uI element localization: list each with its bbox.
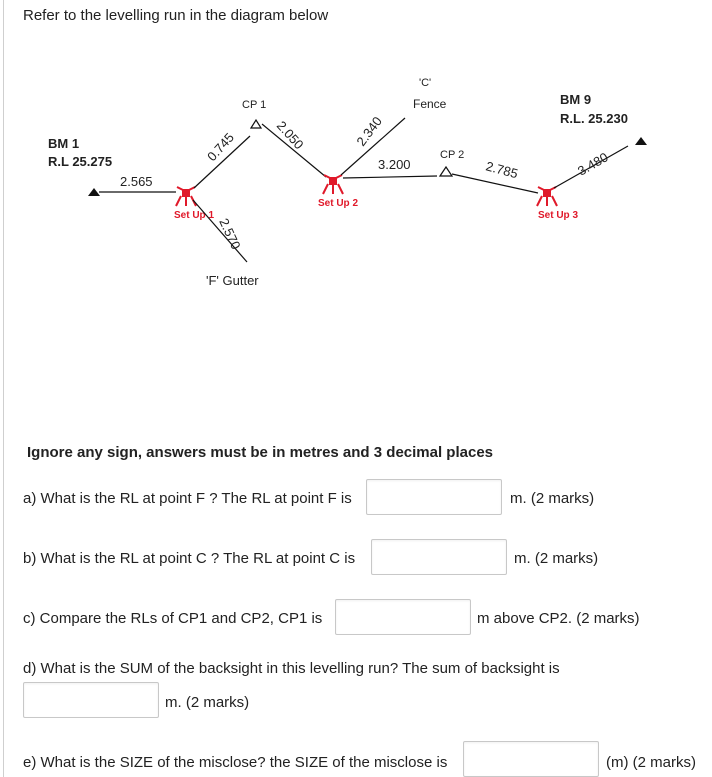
setup3-instrument-icon bbox=[537, 187, 557, 206]
question-a-suffix: m. (2 marks) bbox=[510, 490, 595, 507]
bm1-reading: 2.565 bbox=[120, 174, 153, 189]
setup2-label: Set Up 2 bbox=[318, 198, 359, 209]
cp1-label: CP 1 bbox=[242, 99, 267, 111]
bm9-name: BM 9 bbox=[560, 92, 592, 107]
gutter-label: 'F' Gutter bbox=[206, 273, 259, 288]
setup1-to-gutter-line bbox=[193, 200, 247, 262]
question-d-text: d) What is the SUM of the backsight in this levelling run? The sum of backsight is bbox=[23, 660, 560, 677]
answer-a-input[interactable] bbox=[366, 479, 502, 515]
question-c-suffix: m above CP2. (2 marks) bbox=[477, 610, 640, 627]
bm1-triangle-icon bbox=[88, 188, 100, 196]
setup1-label: Set Up 1 bbox=[174, 210, 215, 221]
answer-c-input[interactable] bbox=[335, 599, 471, 635]
bm1-name: BM 1 bbox=[48, 136, 80, 151]
reading-2050: 2.050 bbox=[273, 117, 307, 153]
setup2-instrument-icon bbox=[323, 175, 343, 194]
cp1-triangle-icon bbox=[251, 120, 261, 128]
answer-e-input[interactable] bbox=[463, 741, 599, 777]
question-e-text: e) What is the SIZE of the misclose? the SIZE of the misclose is bbox=[23, 754, 448, 771]
reading-2570: 2.570 bbox=[216, 215, 244, 252]
levelling-diagram bbox=[0, 60, 712, 300]
bm1-rl: R.L 25.275 bbox=[48, 154, 113, 169]
cp2-label: CP 2 bbox=[440, 149, 465, 161]
c-label: 'C' bbox=[419, 77, 432, 89]
question-a-text: a) What is the RL at point F ? The RL at point F is bbox=[23, 490, 352, 507]
reading-0745: 0.745 bbox=[204, 129, 238, 165]
setup1-instrument-icon bbox=[176, 187, 196, 206]
reading-2340: 2.340 bbox=[353, 113, 385, 149]
question-d-suffix: m. (2 marks) bbox=[165, 694, 250, 711]
question-b-text: b) What is the RL at point C ? The RL at point C is bbox=[23, 550, 356, 567]
question-c-text: c) Compare the RLs of CP1 and CP2, CP1 is bbox=[23, 610, 323, 627]
cp2-triangle-icon bbox=[440, 167, 452, 176]
fence-label: Fence bbox=[413, 97, 447, 111]
answer-b-input[interactable] bbox=[371, 539, 507, 575]
answer-d-input[interactable] bbox=[23, 682, 159, 718]
question-e-suffix: (m) (2 marks) bbox=[606, 754, 696, 771]
reading-2785: 2.785 bbox=[484, 158, 520, 182]
setup3-label: Set Up 3 bbox=[538, 210, 579, 221]
reading-3200: 3.200 bbox=[378, 157, 411, 172]
setup2-to-cp2-line bbox=[343, 176, 437, 178]
instruction-text: Ignore any sign, answers must be in metres and 3 decimal places bbox=[27, 444, 494, 461]
cp2-to-setup3-line bbox=[452, 174, 538, 193]
prompt-text: Refer to the levelling run in the diagram below bbox=[23, 7, 329, 24]
bm9-triangle-icon bbox=[635, 137, 647, 145]
question-b-suffix: m. (2 marks) bbox=[514, 550, 599, 567]
reading-3480: 3.480 bbox=[575, 149, 611, 179]
bm9-rl: R.L. 25.230 bbox=[560, 111, 628, 126]
